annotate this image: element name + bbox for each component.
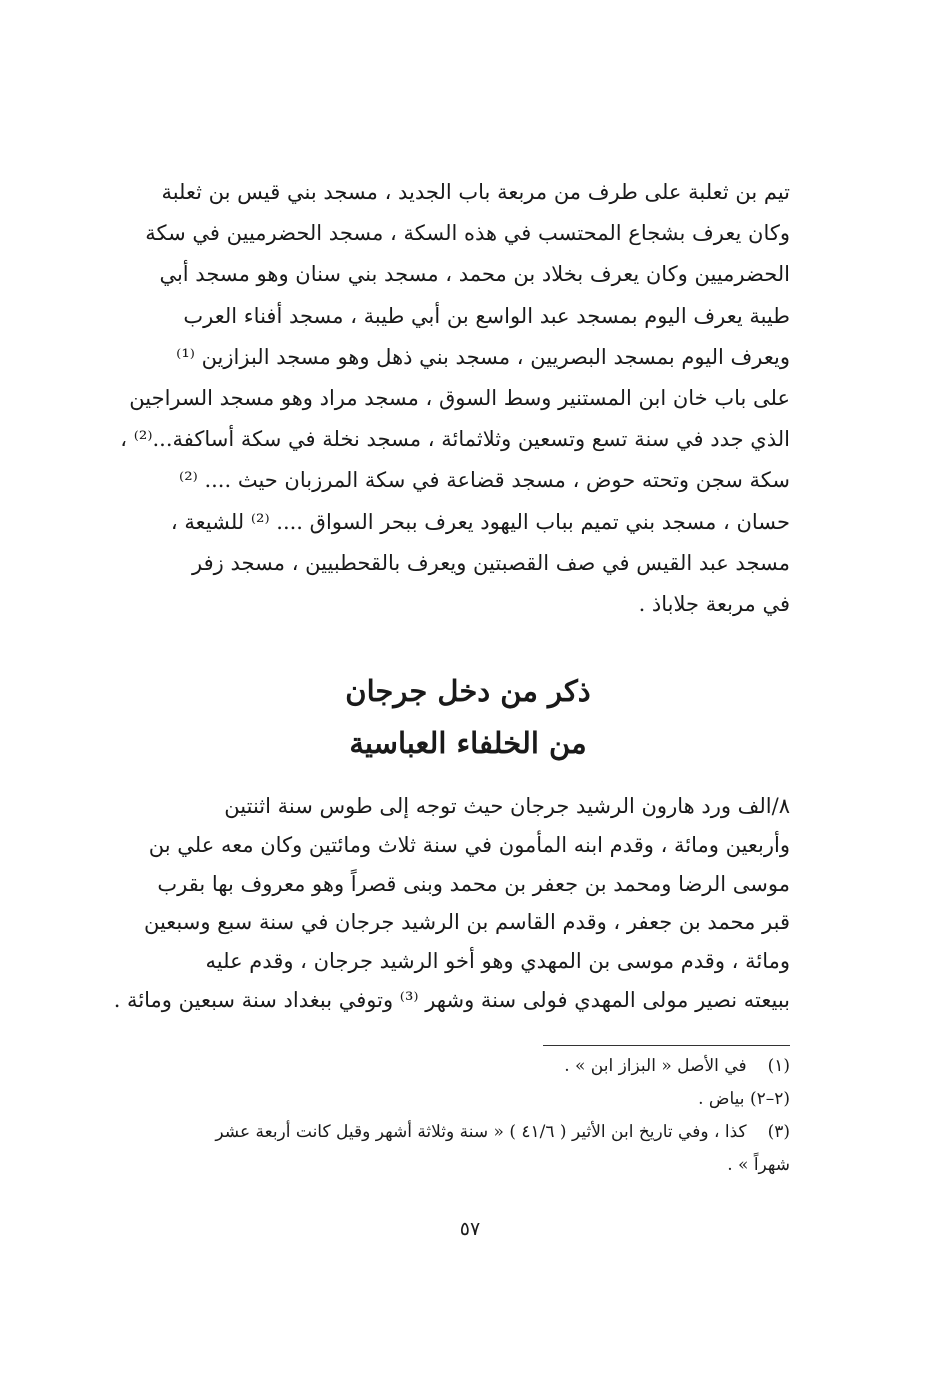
text-line: موسى الرضا ومحمد بن جعفر بن محمد وبنى قصراً وهو معروف بها بقرب	[157, 871, 790, 896]
footnote-number: (١)	[767, 1056, 790, 1076]
paragraph-caliphs	[113, 787, 790, 1020]
heading-line-2: من الخلفاء العباسية	[349, 726, 587, 760]
footnote-3-continuation: شهراً » .	[727, 1155, 790, 1175]
text-line: ببيعته نصير مولى المهدي فولى سنة وشهر ⁽³⁾ وتوفي ببغداد سنة سبعين ومائة .	[113, 987, 790, 1012]
footnote-1	[146, 1050, 790, 1083]
footnote-number: (٣)	[767, 1122, 790, 1142]
footnote-divider	[543, 1045, 790, 1046]
text-line: طيبة يعرف اليوم بمسجد عبد الواسع بن أبي طيبة ، مسجد أفناء العرب	[183, 303, 790, 328]
text-line: ٨/الف ورد هارون الرشيد جرجان حيث توجه إلى طوس سنة اثنتين	[224, 794, 790, 818]
text-line: مسجد عبد القيس في صف القصبتين ويعرف بالقحطبيين ، مسجد زفر	[192, 550, 790, 575]
section-heading	[146, 665, 790, 769]
footnotes	[146, 1050, 790, 1182]
text-line: الحضرميين وكان يعرف بخلاد بن محمد ، مسجد بني سنان وهو مسجد أبي	[159, 262, 790, 287]
footnote-text: كذا ، وفي تاريخ ابن الأثير ( ٤١/٦ ) « سنة وثلاثة أشهر وقيل كانت أربعة عشر	[215, 1122, 747, 1142]
text-line: ومائة ، وقدم موسى بن المهدي وهو أخو الرشيد جرجان ، وقدم عليه	[205, 949, 790, 974]
footnote-text: بياض .	[698, 1089, 745, 1109]
footnote-number: (٢–٢)	[749, 1089, 790, 1109]
text-line: قبر محمد بن جعفر ، وقدم القاسم بن الرشيد جرجان في سنة سبع وسبعين	[143, 910, 790, 935]
text-line: الذي جدد في سنة تسع وتسعين وثلاثمائة ، مسجد نخلة في سكة أساكفة...⁽²⁾ ،	[120, 427, 790, 452]
footnote-text: في الأصل « البزاز ابن » .	[564, 1056, 747, 1076]
footnote-2	[146, 1083, 790, 1116]
paragraph-mosques	[120, 172, 790, 625]
page-number: ٥٧	[459, 1218, 481, 1240]
text-line: حسان ، مسجد بني تميم بباب اليهود يعرف ببحر السواق .... ⁽²⁾ للشيعة ،	[170, 509, 790, 534]
text-line: وكان يعرف بشجاع المحتسب في هذه السكة ، مسجد الحضرميين في سكة	[145, 221, 790, 246]
text-line: ويعرف اليوم بمسجد البصريين ، مسجد بني ذهل وهو مسجد البزازين ⁽¹⁾	[176, 344, 790, 369]
text-line: في مربعة جلاباذ .	[638, 591, 790, 616]
text-line: على باب خان ابن المستنير وسط السوق ، مسجد مراد وهو مسجد السراجين	[129, 385, 790, 410]
heading-line-1: ذكر من دخل جرجان	[345, 674, 591, 708]
text-line: تيم بن ثعلبة على طرف من مربعة باب الجديد ، مسجد بني قيس بن ثعلبة	[161, 180, 790, 204]
text-line: وأربعين ومائة ، وقدم ابنه المأمون في سنة ثلاث ومائتين وكان معه علي بن	[148, 832, 790, 857]
text-line: سكة سجن وتحته حوض ، مسجد قضاعة في سكة المرزبان حيث .... ⁽²⁾	[179, 468, 790, 493]
footnote-3	[146, 1116, 790, 1149]
